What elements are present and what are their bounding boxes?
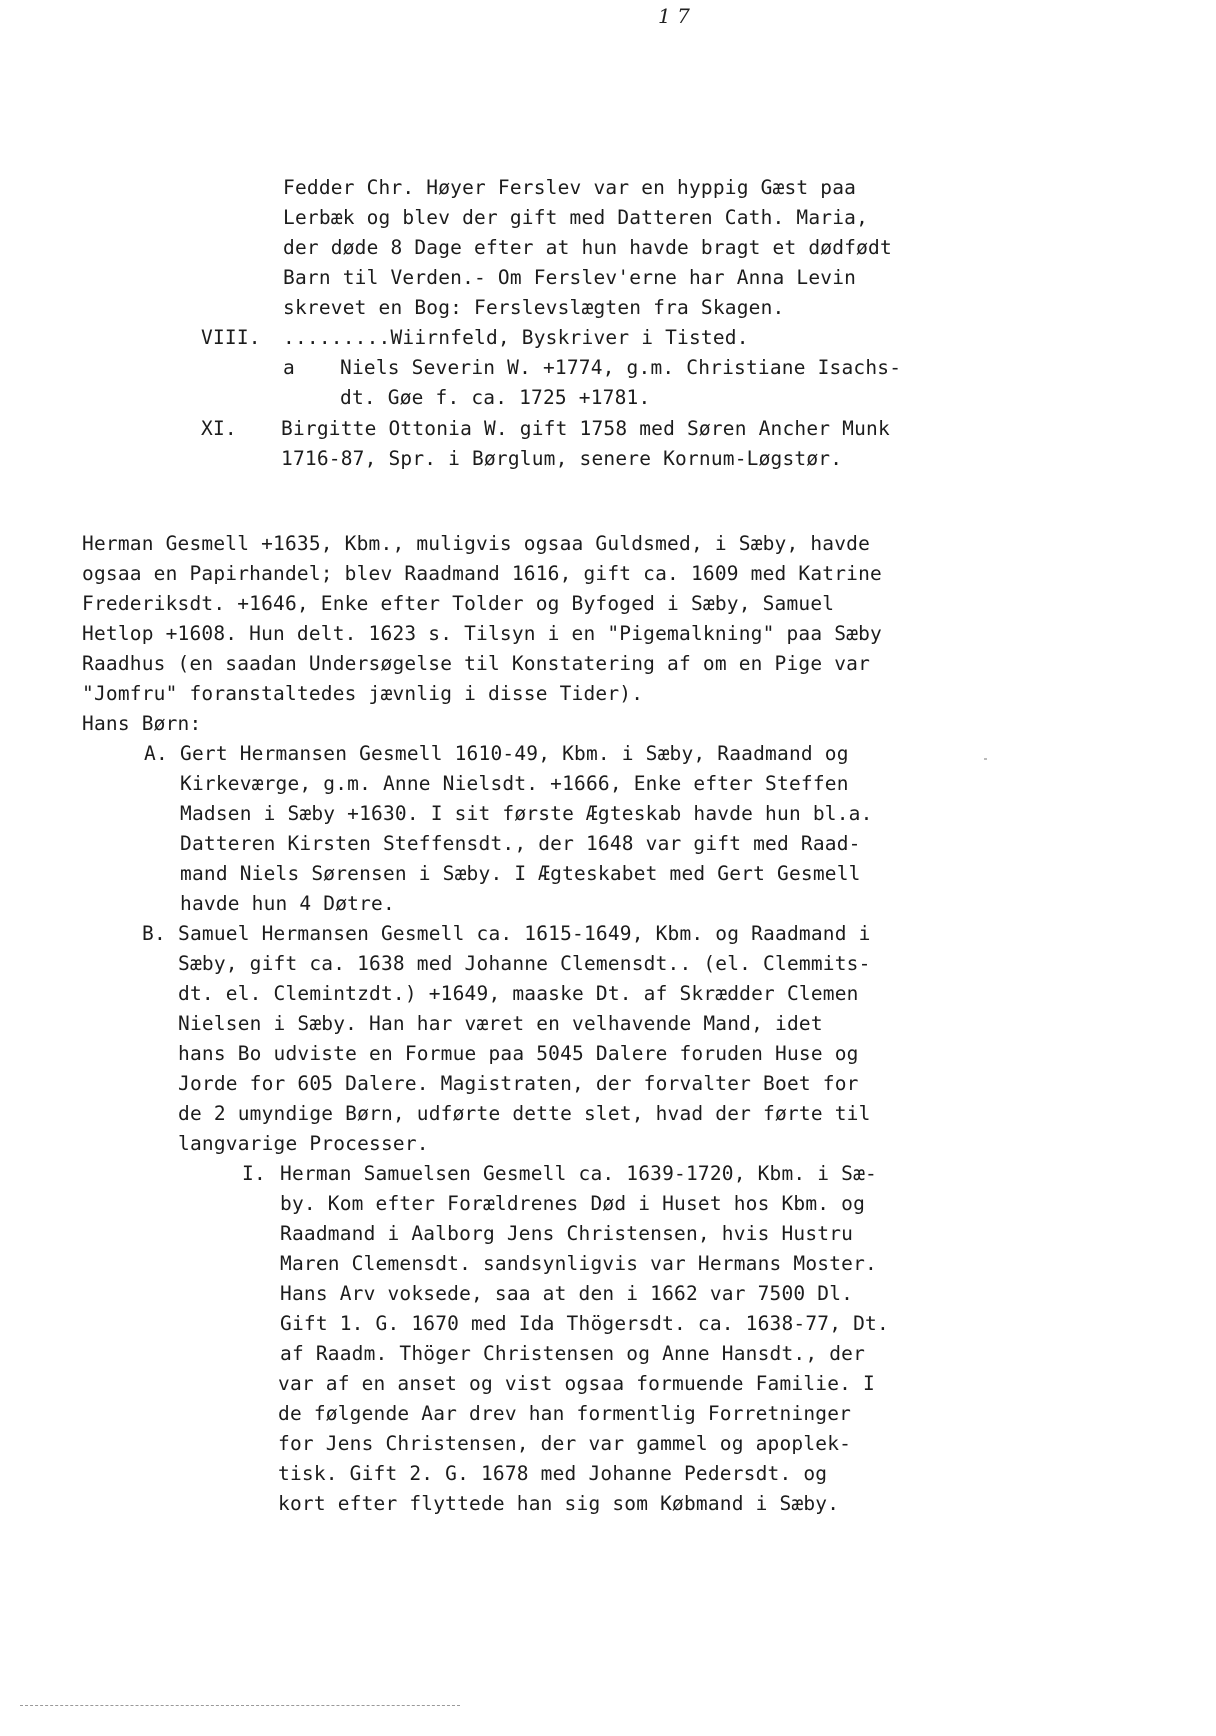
text-line: .........Wiirnfeld, Byskriver i Tisted.	[283, 326, 749, 349]
text-line: Niels Severin W. +1774, g.m. Christiane Isachs-	[340, 356, 902, 379]
text-line: havde hun 4 Døtre.	[180, 892, 395, 915]
text-line: mand Niels Sørensen i Sæby. I Ægteskabet med Gert Gesmell	[180, 862, 861, 885]
text-line: Maren Clemensdt. sandsynligvis var Hermans Moster.	[280, 1252, 877, 1275]
text-line: Hetlop +1608. Hun delt. 1623 s. Tilsyn i en "Pigemalkning" paa Sæby	[82, 622, 882, 645]
text-line: for Jens Christensen, der var gammel og apoplek-	[278, 1432, 852, 1455]
text-line: Jorde for 605 Dalere. Magistraten, der forvalter Boet for	[178, 1072, 859, 1095]
text-line: "Jomfru" foranstaltedes jævnlig i disse Tider).	[82, 682, 644, 705]
text-line: Fedder Chr. Høyer Ferslev var en hyppig Gæst paa	[283, 176, 857, 199]
text-line: ogsaa en Papirhandel; blev Raadmand 1616, gift ca. 1609 med Katrine	[82, 562, 882, 585]
text-line: Herman Gesmell +1635, Kbm., muligvis ogsaa Guldsmed, i Sæby, havde	[82, 532, 871, 555]
text-line: tisk. Gift 2. G. 1678 med Johanne Pedersdt. og	[278, 1462, 828, 1485]
text-line: Herman Samuelsen Gesmell ca. 1639-1720, Kbm. i Sæ-	[280, 1162, 877, 1185]
text-line: dt. Gøe f. ca. 1725 +1781.	[340, 386, 651, 409]
scan-speck	[984, 758, 987, 760]
list-marker: VIII.	[201, 326, 261, 349]
text-line: Gert Hermansen Gesmell 1610-49, Kbm. i Sæby, Raadmand og	[180, 742, 849, 765]
text-line: 1716-87, Spr. i Børglum, senere Kornum-Løgstør.	[281, 447, 843, 470]
text-line: langvarige Processer.	[178, 1132, 429, 1155]
footer-rule	[20, 1705, 460, 1706]
text-line: Kirkeværge, g.m. Anne Nielsdt. +1666, Enke efter Steffen	[180, 772, 849, 795]
text-line: kort efter flyttede han sig som Købmand i Sæby.	[278, 1492, 840, 1515]
text-line: de følgende Aar drev han formentlig Forretninger	[278, 1402, 852, 1425]
list-marker: XI.	[201, 417, 237, 440]
text-line: Birgitte Ottonia W. gift 1758 med Søren Ancher Munk	[281, 417, 890, 440]
text-line: de 2 umyndige Børn, udførte dette slet, hvad der førte til	[178, 1102, 871, 1125]
text-line: Raadhus (en saadan Undersøgelse til Konstatering af om en Pige var	[82, 652, 871, 675]
text-line: Sæby, gift ca. 1638 med Johanne Clemensdt.. (el. Clemmits-	[178, 952, 871, 975]
text-line: Lerbæk og blev der gift med Datteren Cath. Maria,	[283, 206, 869, 229]
text-line: Frederiksdt. +1646, Enke efter Tolder og Byfoged i Sæby, Samuel	[82, 592, 835, 615]
text-line: der døde 8 Dage efter at hun havde bragt et dødfødt	[283, 236, 892, 259]
text-line: Barn til Verden.- Om Ferslev'erne har Anna Levin	[283, 266, 857, 289]
list-marker: a	[283, 356, 295, 379]
text-line: var af en anset og vist ogsaa formuende Familie. I	[278, 1372, 875, 1395]
list-marker: A.	[144, 742, 168, 765]
text-line: Datteren Kirsten Steffensdt., der 1648 var gift med Raad-	[180, 832, 861, 855]
text-line: by. Kom efter Forældrenes Død i Huset hos Kbm. og	[280, 1192, 866, 1215]
text-line: Gift 1. G. 1670 med Ida Thögersdt. ca. 1638-77, Dt.	[280, 1312, 889, 1335]
page-number: 1 7	[658, 4, 690, 28]
list-marker: I.	[242, 1162, 266, 1185]
text-line: Raadmand i Aalborg Jens Christensen, hvis Hustru	[280, 1222, 854, 1245]
text-line: Madsen i Sæby +1630. I sit første Ægteskab havde hun bl.a.	[180, 802, 873, 825]
text-line: Nielsen i Sæby. Han har været en velhavende Mand, idet	[178, 1012, 823, 1035]
text-line: Samuel Hermansen Gesmell ca. 1615-1649, Kbm. og Raadmand i	[178, 922, 871, 945]
text-line: af Raadm. Thöger Christensen og Anne Hansdt., der	[280, 1342, 866, 1365]
text-line: Hans Arv voksede, saa at den i 1662 var 7500 Dl.	[280, 1282, 854, 1305]
text-line: hans Bo udviste en Formue paa 5045 Dalere foruden Huse og	[178, 1042, 859, 1065]
text-line: dt. el. Clemintzdt.) +1649, maaske Dt. af Skrædder Clemen	[178, 982, 859, 1005]
text-line: Hans Børn:	[82, 712, 202, 735]
list-marker: B.	[142, 922, 166, 945]
text-line: skrevet en Bog: Ferslevslægten fra Skagen.	[283, 296, 785, 319]
